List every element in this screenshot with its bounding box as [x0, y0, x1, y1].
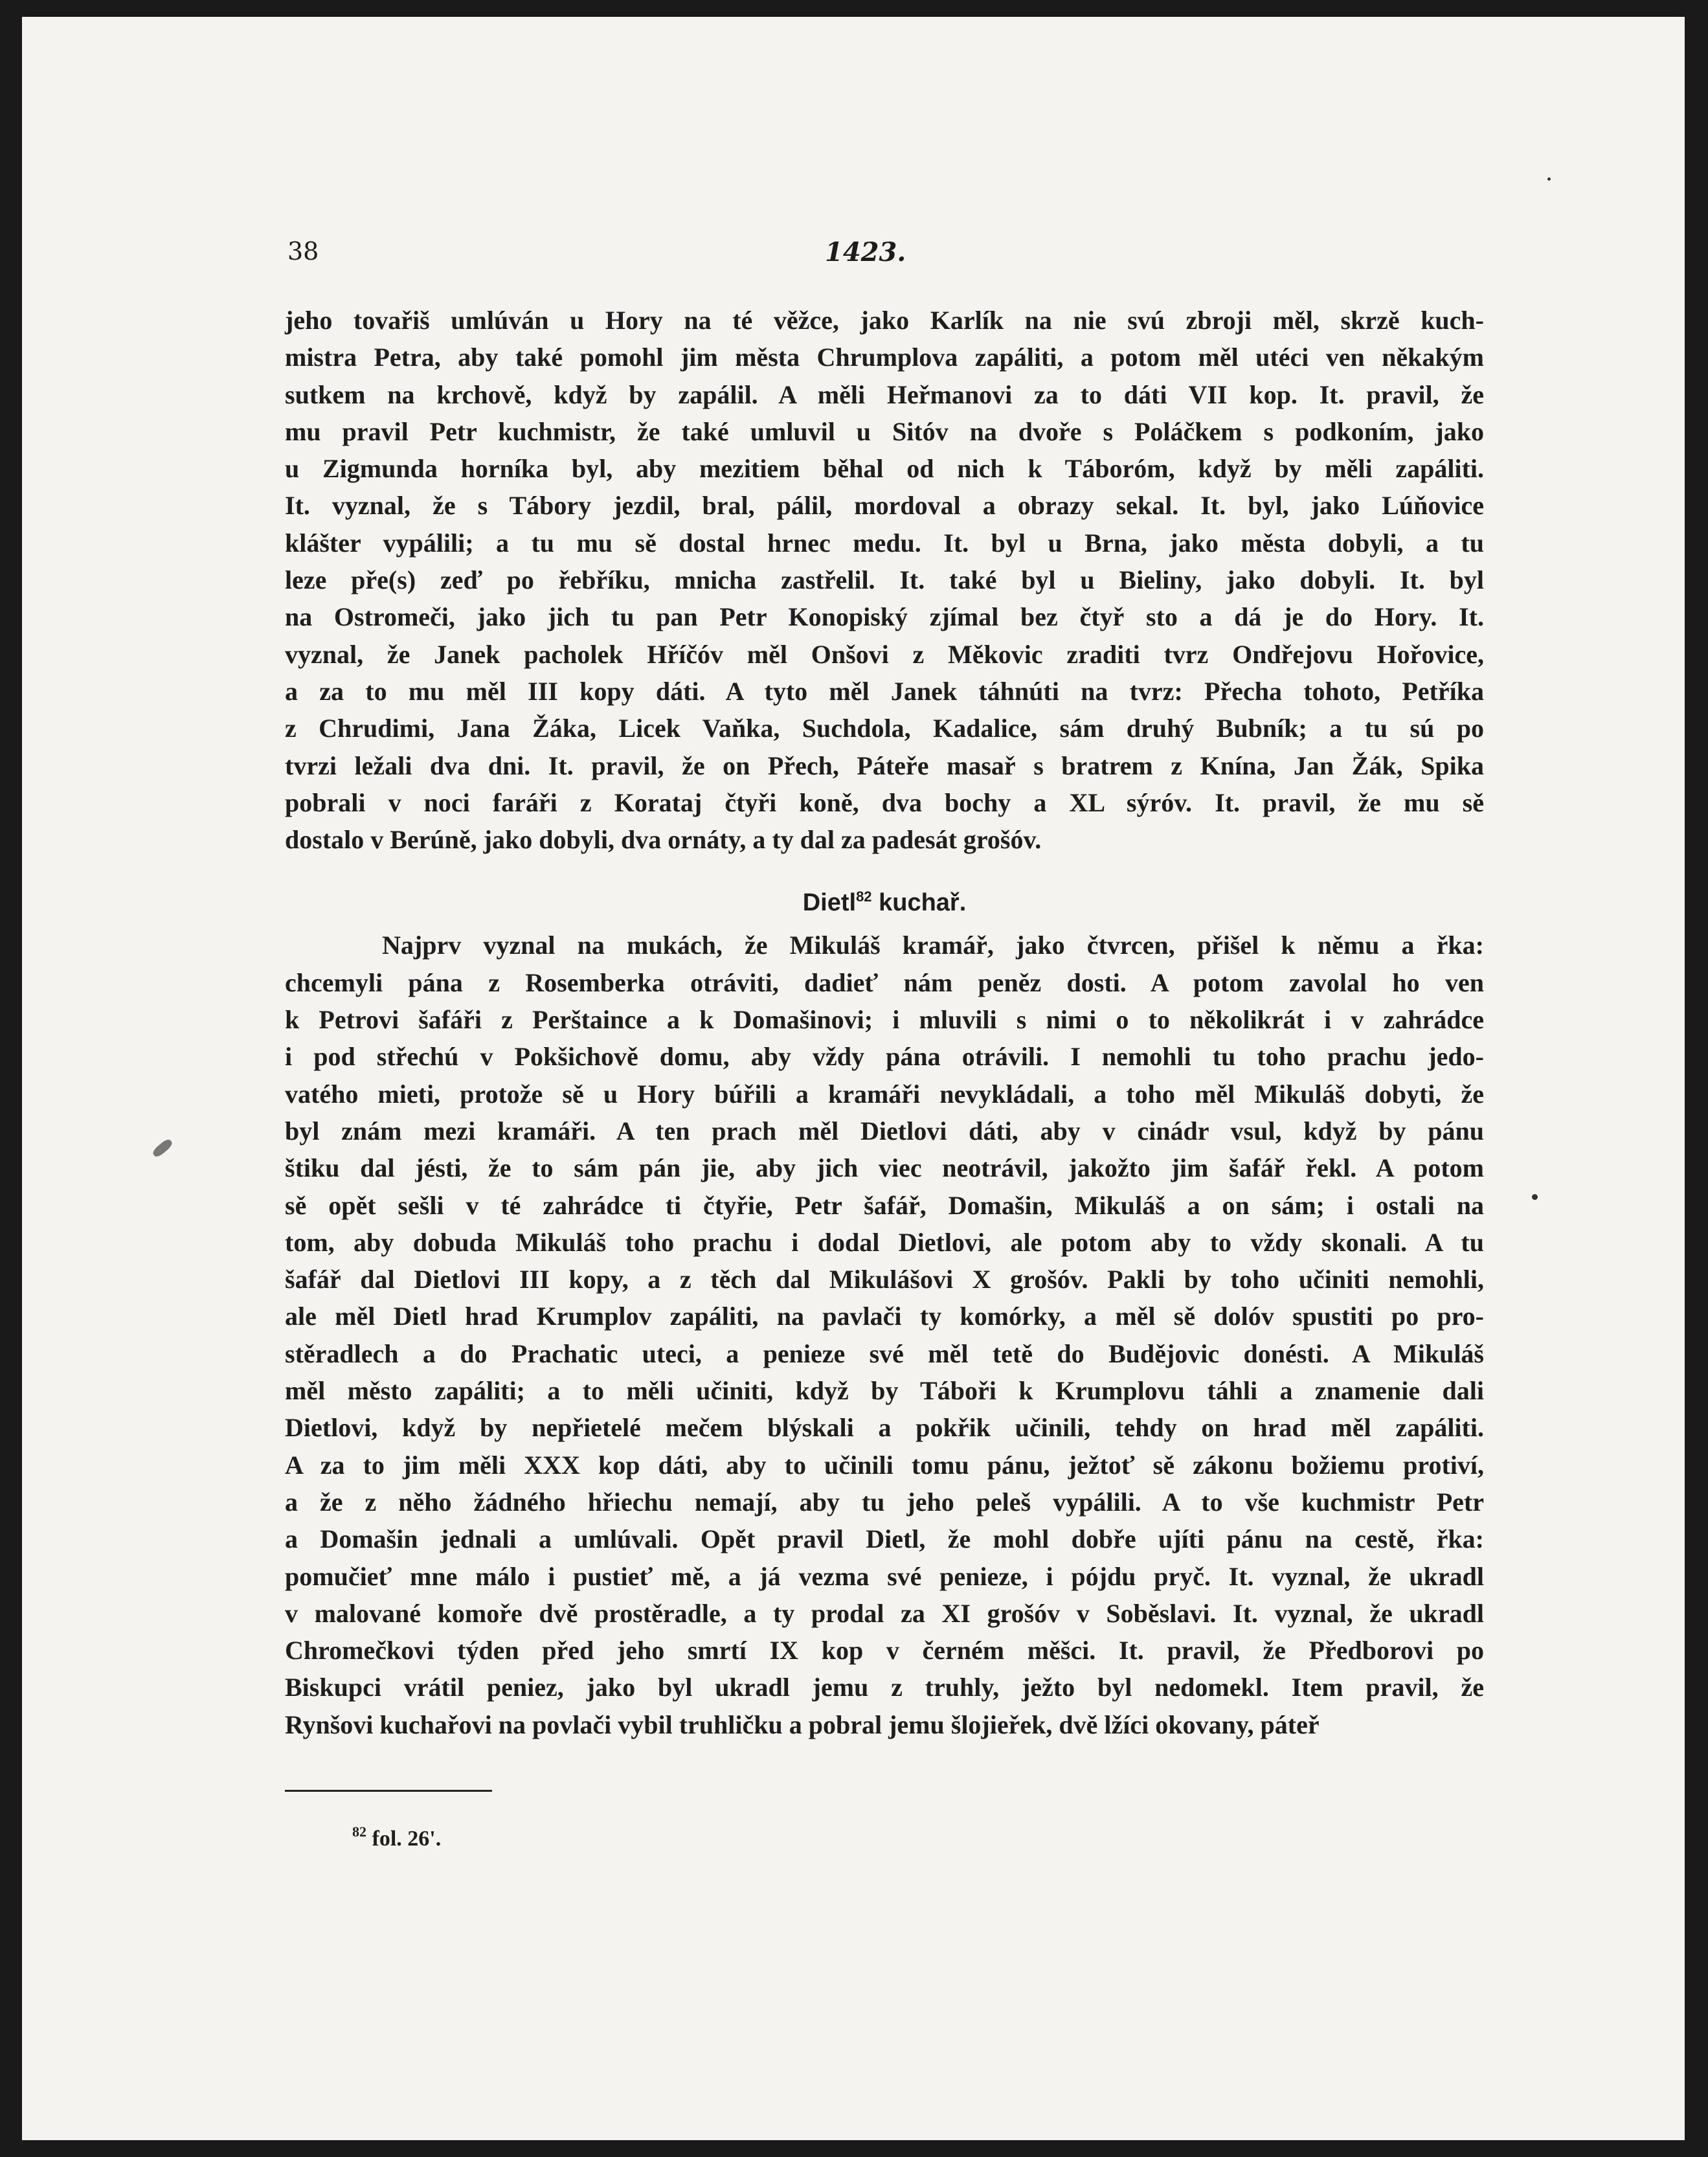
text-line: sutkem na krchově, když by zapálil. A měli Heřmanovi za to dáti VII kop. It. pravil, že [285, 379, 1484, 409]
text-line: a že z něho žádného hřiechu nemají, aby tu jeho peleš vypálili. A to vše kuchmistr Petr [285, 1487, 1484, 1517]
text-line: na Ostromeči, jako jich tu pan Petr Konopiský zjímal bez čtyř sto a dá je do Hory. It. [285, 602, 1484, 632]
text-line: v malované komoře dvě prostěradle, a ty prodal za XI grošóv v Soběslavi. It. vyznal, že ukradl [285, 1598, 1484, 1628]
text-line: tvrzi ležali dva dni. It. pravil, že on Přech, Páteře masař s bratrem z Knína, Jan Žák, Spika [285, 751, 1484, 780]
running-header [22, 237, 1685, 276]
text-line: chcemyli pána z Rosemberka otráviti, dadieť nám peněz dosti. A potom zavolal ho ven [285, 967, 1484, 997]
footnote-number: 82 [352, 1824, 366, 1840]
text-line: pomučieť mne málo i pustieť mě, a já vezma své penieze, i pójdu pryč. It. vyznal, že ukradl [285, 1561, 1484, 1591]
text-line: měl město zapáliti; a to měli učiniti, když by Táboři k Krumplovu táhli a znamenie dali [285, 1376, 1484, 1406]
paragraph-dietl [285, 927, 1484, 1743]
text-line: vyznal, že Janek pacholek Hříčóv měl Onšovi z Měkovic zraditi tvrz Ondřejovu Hořovice, [285, 639, 1484, 669]
text-line: Dietlovi, když by nepřietelé mečem blýskali a pokřik učinili, tehdy on hrad měl zapáliti. [285, 1413, 1484, 1443]
text-line: stěradlech a do Prachatic uteci, a penieze své měl tetě do Budějovic donésti. A Mikuláš [285, 1338, 1484, 1368]
ink-smudge [151, 1138, 174, 1159]
text-line: It. vyznal, že s Tábory jezdil, bral, pálil, mordoval a obrazy sekal. It. byl, jako Lúňovice [285, 491, 1484, 521]
running-head-year: 1423. [825, 237, 906, 267]
text-line: Najprv vyznal na mukách, že Mikuláš kramář, jako čtvrcen, přišel k němu a řka: [382, 931, 1484, 960]
text-line: i pod střechú v Pokšichově domu, aby vždy pána otrávili. I nemohli tu toho prachu jedo- [285, 1042, 1484, 1072]
text-line: mu pravil Petr kuchmistr, že také umluvil u Sitóv na dvoře s Poláčkem s podkoním, jako [285, 416, 1484, 446]
page-number: 38 [287, 237, 319, 265]
text-line: sě opět sešli v té zahrádce ti čtyřie, Petr šafář, Domašin, Mikuláš a on sám; i ostali na [285, 1190, 1484, 1220]
paragraph-continued [285, 302, 1484, 858]
text-line: a za to mu měl III kopy dáti. A tyto měl Janek táhnúti na tvrz: Přecha tohoto, Petříka [285, 676, 1484, 706]
ink-speck [1547, 177, 1551, 181]
text-line: štiku dal jésti, že to sám pán jie, aby jich viec neotrávil, jakožto jim šafář řekl. A potom [285, 1153, 1484, 1183]
footnote-text: fol. 26'. [366, 1827, 442, 1851]
text-line: leze pře(s) zeď po řebříku, mnicha zastřelil. It. také byl u Bieliny, jako dobyli. It. byl [285, 565, 1484, 595]
text-line: tom, aby dobuda Mikuláš toho prachu i dodal Dietlovi, ale potom aby to vždy skonali. A tu [285, 1227, 1484, 1257]
heading-rest: kuchař. [871, 889, 967, 917]
footnote [352, 1824, 441, 1851]
text-line: u Zigmunda horníka byl, aby mezitiem běhal od nich k Táboróm, když by měli zapáliti. [285, 454, 1484, 484]
text-line: A za to jim měli XXX kop dáti, aby to učinili tomu pánu, ježtoť sě zákonu božiemu protiví, [285, 1450, 1484, 1480]
text-line: ale měl Dietl hrad Krumplov zapáliti, na pavlači ty komórky, a měl sě dolóv spustiti po pro- [285, 1302, 1484, 1331]
text-line: Chromečkovi týden před jeho smrtí IX kop v černém měšci. It. pravil, že Předborovi po [285, 1636, 1484, 1666]
text-line: a Domašin jednali a umlúvali. Opět pravil Dietl, že mohl dobře ujíti pánu na cestě, řka: [285, 1524, 1484, 1554]
text-line: byl znám mezi kramáři. A ten prach měl Dietlovi dáti, aby v cinádr vsul, když by pánu [285, 1116, 1484, 1146]
text-line: pobrali v noci faráři z Korataj čtyři koně, dva bochy a XL sýróv. It. pravil, že mu sě [285, 787, 1484, 817]
body-text [285, 302, 1484, 1743]
text-line: klášter vypálili; a tu mu sě dostal hrnec medu. It. byl u Brna, jako města dobyli, a tu [285, 528, 1484, 558]
text-line: z Chrudimi, Jana Žáka, Licek Vaňka, Suchdola, Kadalice, sám druhý Bubník; a tu sú po [285, 714, 1484, 743]
footnote-marker: 82 [856, 888, 872, 905]
text-line: dostalo v Berúně, jako dobyli, dva ornáty, a ty dal za padesát grošóv. [285, 825, 1042, 855]
text-line: šafář dal Dietlovi III kopy, a z těch dal Mikulášovi X grošóv. Pakli by toho učiniti nemohli, [285, 1265, 1484, 1294]
text-line: Biskupci vrátil peniez, jako byl ukradl jemu z truhly, ježto byl nedomekl. Item pravil, že [285, 1673, 1484, 1702]
text-line: vatého mieti, protože sě u Hory búřili a kramáři nevykládali, a toho měl Mikuláš dobyti, že [285, 1079, 1484, 1109]
text-line: mistra Petra, aby také pomohl jim města Chrumplova zapáliti, a potom měl utéci ven někakým [285, 343, 1484, 372]
footnote-rule [285, 1790, 492, 1792]
heading-name: Dietl [802, 889, 857, 917]
scanned-page [22, 17, 1685, 2140]
text-line: Rynšovi kuchařovi na povlači vybil truhličku a pobral jemu šlojieřek, dvě lžíci okovany, páteř [285, 1710, 1320, 1739]
text-line: k Petrovi šafáři z Perštaince a k Domašinovi; i mluvili s nimi o to několikrát i v zahrádce [285, 1005, 1484, 1035]
section-heading [285, 858, 1484, 927]
ink-speck [1532, 1194, 1538, 1200]
text-line: jeho tovařiš umlúván u Hory na té věžce, jako Karlík na nie svú zbroji měl, skrzě kuch- [285, 306, 1484, 335]
